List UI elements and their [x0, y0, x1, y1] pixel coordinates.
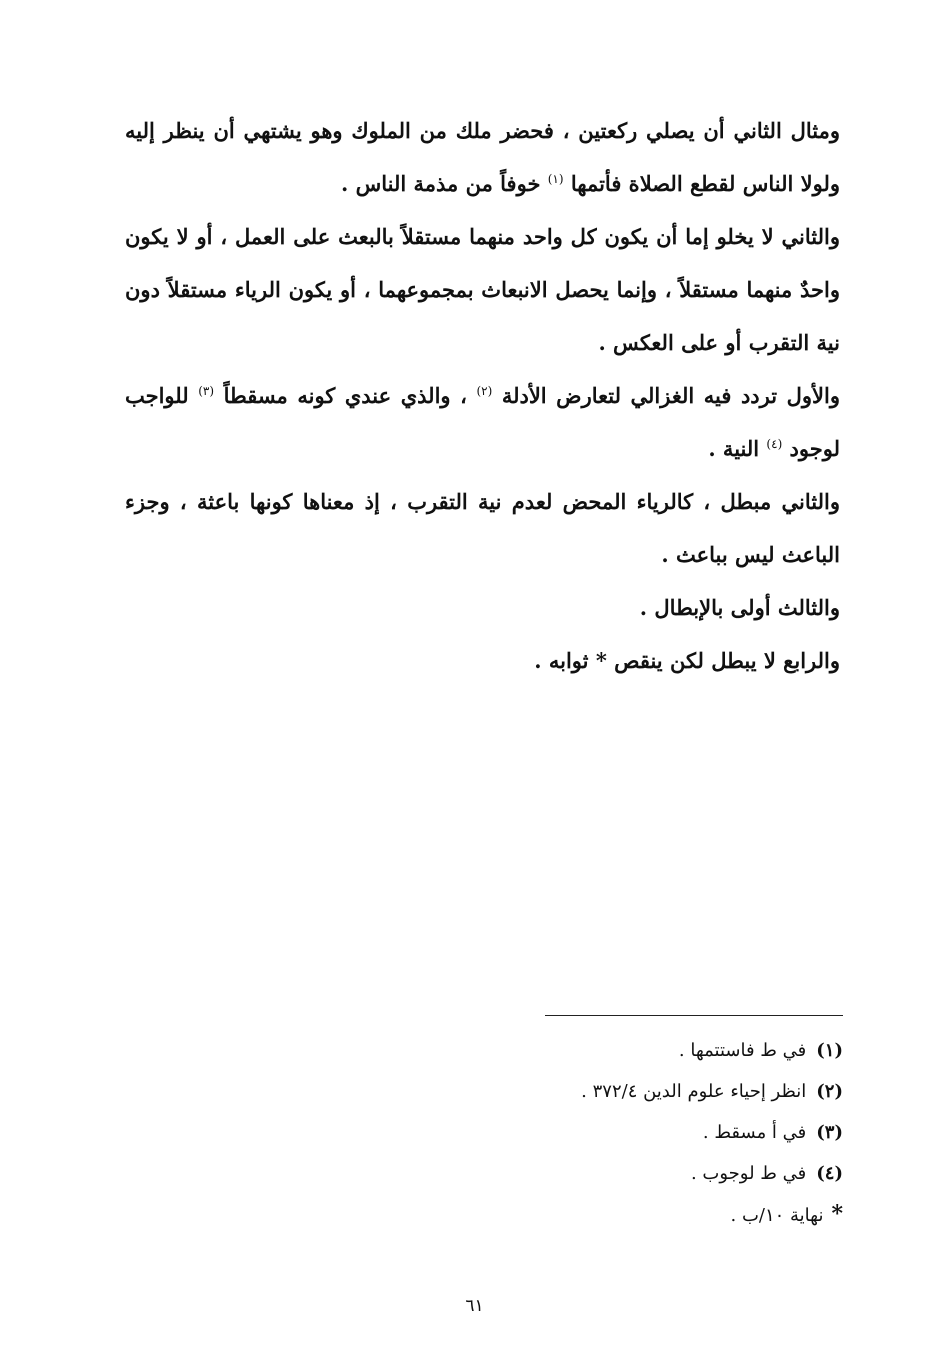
footnote-text: في ط فاستتمها . — [678, 1040, 807, 1061]
paragraph-text: والثالث أولى بالإبطال . — [639, 595, 840, 620]
footnote-separator — [545, 1015, 843, 1016]
page-number: ٦١ — [465, 1296, 484, 1316]
footnote-marker: (٢) — [816, 1081, 843, 1102]
footnote-ref-1: (١) — [547, 172, 564, 186]
paragraph-3 — [125, 369, 840, 475]
footnote-text: في أ مسقط . — [702, 1122, 807, 1143]
paragraph-text: والأول تردد فيه الغزالي لتعارض الأدلة — [492, 383, 840, 408]
footnote-text: انظر إحياء علوم الدين ٣٧٢/٤ . — [581, 1081, 807, 1102]
paragraph-text: والثاني لا يخلو إما أن يكون كل واحد منهما مستقلاً بالبعث على العمل ، أو لا يكون واحدٌ منهما مستقلاً ، وإنما يحصل الانبعاث بمجموعهما ، أو يكون الرياء مستقلاً دون نية التقرب أو على العكس . — [125, 224, 840, 355]
footnote-text: نهاية ١٠/ب . — [730, 1205, 824, 1226]
main-text — [125, 104, 840, 687]
paragraph-text: والرابع لا يبطل لكن ينقص — [606, 648, 840, 673]
paragraph-6 — [125, 634, 840, 687]
footnote-4 — [400, 1153, 843, 1194]
paragraph-text: ثوابه . — [534, 648, 596, 673]
paragraph-4 — [125, 475, 840, 581]
footnote-ref-4: (٤) — [766, 437, 783, 451]
footnotes — [400, 1030, 843, 1236]
paragraph-text: خوفاً من مذمة الناس . — [340, 171, 548, 196]
paragraph-5 — [125, 581, 840, 634]
folio-marker: * — [595, 648, 607, 673]
footnote-marker: (١) — [816, 1040, 843, 1061]
paragraph-text: ومثال الثاني أن يصلي ركعتين ، فحضر ملك من الملوك وهو يشتهي أن ينظر إليه ولولا الناس لقطع الصلاة فأتمها — [125, 118, 840, 196]
paragraph-text: والثاني مبطل ، كالرياء المحض لعدم نية التقرب ، إذ معناها كونها باعثة ، وجزء الباعث ليس بباعث . — [125, 489, 840, 567]
paragraph-text: ، والذي عندي كونه مسقطاً — [214, 383, 477, 408]
footnote-5 — [400, 1194, 843, 1236]
paragraph-1 — [125, 104, 840, 210]
footnote-marker: (٤) — [816, 1163, 843, 1184]
paragraph-2 — [125, 210, 840, 369]
footnote-3 — [400, 1112, 843, 1153]
paragraph-text: النية . — [708, 436, 767, 461]
footnote-1 — [400, 1030, 843, 1071]
footnote-ref-3: (٣) — [198, 384, 215, 398]
paragraph-text: للواجب لوجود — [125, 383, 840, 461]
footnote-text: في ط لوجوب . — [690, 1163, 807, 1184]
footnote-marker: * — [831, 1201, 843, 1227]
footnote-2 — [400, 1071, 843, 1112]
footnote-ref-2: (٢) — [476, 384, 493, 398]
footnote-marker: (٣) — [816, 1122, 843, 1143]
